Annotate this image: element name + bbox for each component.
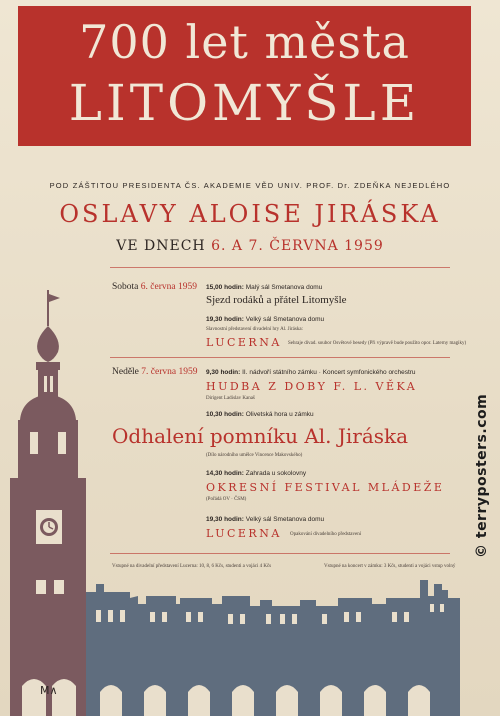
event-place: II. nádvoří státního zámku · Koncert symfonického orchestru [242,369,416,376]
event-time: 10,30 hodin: [206,411,244,418]
event-title-highlight: Odhalení pomníku Al. Jiráska [112,424,409,448]
event-note: Opakování divadelního představení [290,532,362,537]
event-note: (Dílo národního umělce Vincence Makovského) [206,453,303,458]
event-time: 9,30 hodin: [206,369,241,376]
event-title: HUDBA Z DOBY F. L. VĚKA [206,380,418,393]
tower [10,290,86,716]
day-date: 6. června 1959 [140,282,197,292]
event-time: 19,30 hodin: [206,516,244,523]
banner-headline: 700 let města [79,15,410,69]
dates-prefix: VE DNECH [116,238,206,254]
patronage-line: POD ZÁŠTITOU PRESIDENTA ČS. AKADEMIE VĚD UNIV. PROF. Dr. ZDEŇKA NEJEDLÉHO [49,181,451,190]
event-title: LUCERNA [206,527,282,540]
event-place: Velký sál Smetanova domu [245,516,325,523]
event-title: Sjezd rodáků a přátel Litomyšle [206,294,347,306]
event-note: (Pořádá OV · ČSM) [206,497,247,502]
banner-town-name: LITOMYŠLE [68,74,421,132]
artist-monogram: M∧ [40,684,58,697]
event-place: Velký sál Smetanova domu [245,316,325,323]
footer-admission-concert: Vstupné na koncert v zámku: 3 Kčs, studenti a vojáci vstup volný [324,564,456,569]
event-place: Zahrada u sokolovny [245,470,307,477]
celebration-title: OSLAVY ALOISE JIRÁSKA [59,200,441,228]
event-note: Dirigent Ladislav Kanaš [206,396,255,401]
footer-admission-theatre: Vstupné na divadelní představení Lucerna: 10, 8, 6 Kčs, studenti a vojáci 4 Kčs [112,564,272,569]
day-name: Sobota [112,282,139,292]
event-title: LUCERNA [206,336,282,349]
skyline-buildings [86,580,460,716]
watermark: © terryposters.com [474,393,490,558]
event-time: 15,00 hodin: [206,284,244,291]
event-title: OKRESNÍ FESTIVAL MLÁDEŽE [206,481,445,494]
event-time: 19,30 hodin: [206,316,244,323]
event-time: 14,30 hodin: [206,470,244,477]
clock-icon [40,518,58,536]
event-note: Sehraje divad. soubor Osvětové besedy (Při výpravě bude použito opor. Laterny magiky) [288,341,467,346]
day-date: 7. června 1959 [141,367,198,377]
dates-days: 6. A 7. ČERVNA 1959 [211,238,384,254]
event-place: Olivetská hora u zámku [245,411,314,418]
event-note: Slavnostní představení divadelní hry Al. Jiráska: [206,327,303,332]
event-place: Malý sál Smetanova domu [245,284,323,291]
day-name: Neděle [112,367,139,377]
